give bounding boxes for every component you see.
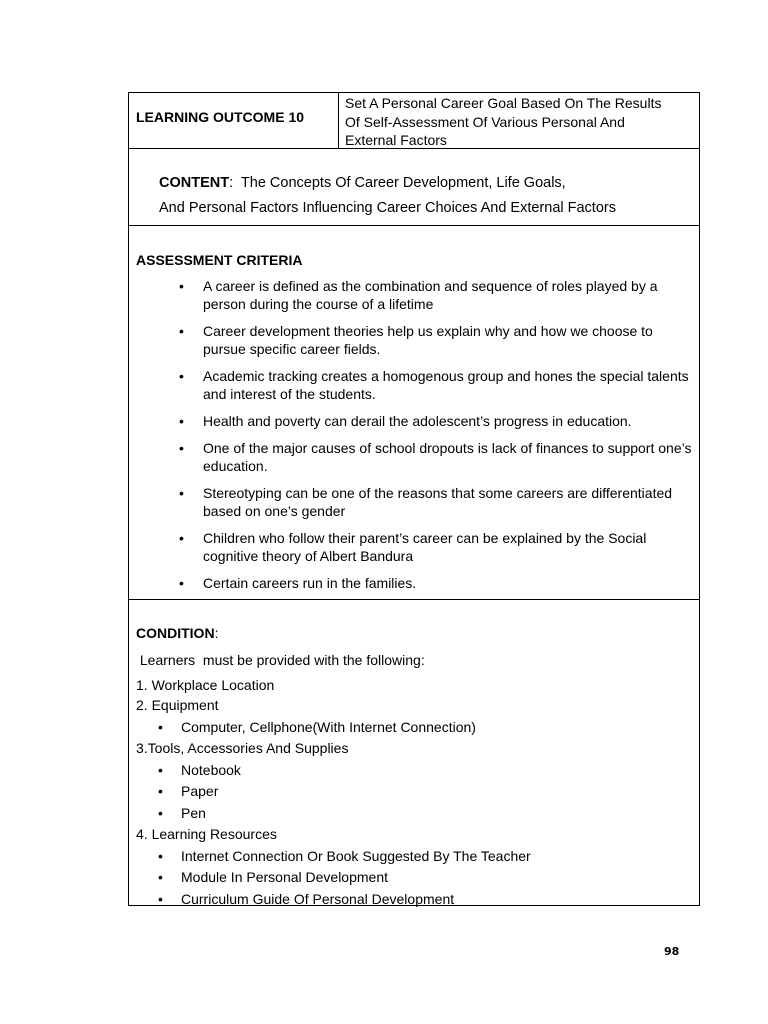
resources-item-text: Internet Connection Or Book Suggested By The Teacher	[181, 848, 531, 864]
learning-outcome-table	[128, 92, 700, 906]
bullet-icon: •	[158, 891, 163, 907]
condition-intro: Learners must be provided with the following:	[136, 652, 425, 668]
learning-outcome-title	[345, 94, 695, 150]
criteria-item-text: Academic tracking creates a homogenous group and hones the special talents and interest of the students.	[203, 368, 689, 402]
criteria-item	[179, 574, 694, 592]
resources-item	[158, 890, 454, 908]
bullet-icon: •	[158, 762, 163, 778]
bullet-icon: •	[179, 413, 184, 429]
criteria-item	[179, 367, 694, 403]
resources-item	[158, 868, 388, 886]
content-heading: CONTENT	[159, 175, 230, 191]
bullet-icon: •	[179, 575, 184, 591]
tools-item	[158, 782, 218, 800]
criteria-item-text: Certain careers run in the families.	[203, 575, 417, 591]
assessment-criteria-row	[129, 226, 699, 600]
column-divider	[338, 93, 339, 148]
assessment-criteria-list	[179, 277, 694, 601]
assessment-criteria-heading: ASSESSMENT CRITERIA	[136, 252, 303, 268]
learning-outcome-title-line: External Factors	[345, 132, 447, 148]
criteria-item-text: Children who follow their parent’s career can be explained by the Social cognitive theory of Albert Bandura	[203, 530, 647, 564]
bullet-icon: •	[179, 440, 184, 456]
bullet-icon: •	[158, 805, 163, 821]
content-text: The Concepts Of Career Development, Life Goals,	[240, 175, 566, 191]
criteria-item	[179, 412, 694, 430]
equipment-item	[158, 718, 476, 736]
criteria-item	[179, 529, 694, 565]
criteria-item-text: A career is defined as the combination and sequence of roles played by a person during the course of a lifetime	[203, 278, 658, 312]
content-line-1	[159, 175, 566, 191]
learning-outcome-title-line: Of Self-Assessment Of Various Personal And	[345, 113, 625, 130]
criteria-item	[179, 484, 694, 520]
bullet-icon: •	[179, 368, 184, 384]
learning-outcome-label: LEARNING OUTCOME 10	[136, 109, 305, 125]
criteria-item	[179, 277, 694, 313]
bullet-icon: •	[158, 783, 163, 799]
resources-item-text: Module In Personal Development	[181, 869, 389, 885]
learning-outcome-row	[129, 93, 699, 149]
bullet-icon: •	[179, 485, 184, 501]
tools-item-text: Paper	[181, 783, 219, 799]
resources-heading: 4. Learning Resources	[136, 826, 277, 842]
criteria-item	[179, 322, 694, 358]
page-number: 98	[664, 945, 680, 958]
resources-item-text: Curriculum Guide Of Personal Development	[181, 891, 455, 907]
learning-outcome-title-line: Set A Personal Career Goal Based On The Results	[345, 95, 662, 111]
bullet-icon: •	[158, 719, 163, 735]
criteria-item	[179, 439, 694, 475]
tools-item	[158, 804, 206, 822]
equipment-heading: 2. Equipment	[136, 697, 219, 713]
criteria-item-text: Stereotyping can be one of the reasons that some careers are differentiated based on one’s gender	[203, 485, 673, 519]
condition-colon: :	[214, 625, 219, 641]
tools-item-text: Pen	[181, 805, 206, 821]
content-separator: :	[229, 175, 241, 191]
bullet-icon: •	[179, 323, 184, 339]
condition-heading-text: CONDITION	[136, 625, 215, 641]
bullet-icon: •	[179, 530, 184, 546]
condition-row	[129, 600, 699, 905]
content-row	[129, 149, 699, 226]
resources-item	[158, 847, 531, 865]
tools-item	[158, 761, 241, 779]
bullet-icon: •	[158, 869, 163, 885]
workplace-location: 1. Workplace Location	[136, 677, 275, 693]
tools-item-text: Notebook	[181, 762, 241, 778]
tools-heading: 3.Tools, Accessories And Supplies	[136, 740, 349, 756]
bullet-icon: •	[179, 278, 184, 294]
criteria-item-text: One of the major causes of school dropouts is lack of finances to support one’s education.	[203, 440, 692, 474]
criteria-item-text: Career development theories help us explain why and how we choose to pursue specific career fields.	[203, 323, 653, 357]
bullet-icon: •	[158, 848, 163, 864]
equipment-item-text: Computer, Cellphone(With Internet Connection)	[181, 719, 476, 735]
condition-heading	[136, 625, 218, 641]
criteria-item-text: Health and poverty can derail the adolescent’s progress in education.	[203, 413, 632, 429]
content-line-2: And Personal Factors Influencing Career Choices And External Factors	[159, 200, 616, 216]
